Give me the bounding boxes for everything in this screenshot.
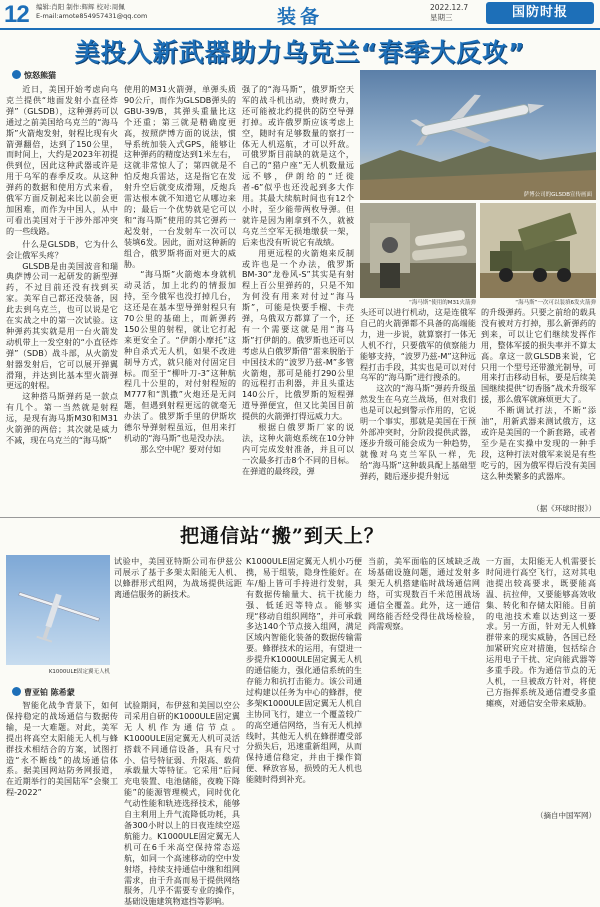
paragraph: GLSDB是由美国波音和瑞典萨博公司一起研发的新型弹药，不过目前还没有找到买家。美军自己都还没装备，因此去到乌克兰，也可以说是它在实战之中的第一次试验。这种弹药其实就是用一台火箭发动机带上一发空射的“小直径炸弹”（SDB）战斗部，从火箭发射器发射后，它可以展开弹翼滑翔，并达到比基本型火箭弹更远的射程。 bbox=[6, 260, 118, 391]
article-column-2 bbox=[124, 84, 236, 514]
image-caption: “海马斯”使用的M31火箭弹 bbox=[409, 300, 476, 306]
paragraph: 一方面，太阳能无人机需要长时间进行高空飞行，这对其电池提出较高要求，既要能高温、抗拉伸，又要能够高效收集、转化和存储太阳能。目前的电池技术难以达到这一要求。另一方面，针对无人机蜂群带来的现实威胁，各国已经加紧研究应对措施，包括综合运用电子干扰、定向能武器等多重手段。作为通信节点的无人机，一旦被敌方针对，将使己方指挥系统及通信遭受多重瘫痪，对通信安全带来威胁。 bbox=[486, 556, 596, 708]
page-header bbox=[0, 0, 600, 30]
author-name: 惊怒熊猫 bbox=[24, 71, 56, 80]
article-source: （据《环球时报》） bbox=[532, 504, 596, 513]
k1000ule-drone-image bbox=[6, 555, 110, 665]
article-column-4 bbox=[368, 556, 480, 824]
article-divider bbox=[0, 517, 600, 518]
paragraph: 不断调试打法，不断“添油”，用新武器来测试俄方，这或许是美国的一个新套路，或者至少是在实操中发现的一种手段，这种打法对俄军来说是有些吃亏的，因为俄军得后没有美国这么种类繁多的武器库。 bbox=[481, 405, 596, 481]
paragraph: 头还可以进行机动，这是连俄军自己的火箭弹都不具备的高端能力，进一步说，就算察打一体无人机不行，只要俄军的侦察能力能够支持，“波罗乃兹-M”这种远程打击手段，其实也是可以对付乌军的“海马斯”进行搜杀的。 bbox=[360, 307, 476, 383]
article-column-1 bbox=[6, 84, 118, 514]
page-number: 12 bbox=[4, 1, 29, 28]
article-column-1 bbox=[6, 700, 118, 824]
newspaper-logo: 国防时报 bbox=[486, 2, 594, 24]
article-byline bbox=[12, 70, 56, 81]
article-column-5 bbox=[486, 556, 596, 806]
date-block bbox=[430, 3, 468, 23]
paragraph: 智能化战争背景下，如何保持稳定的战场通信与数据传输，是一大难题。对此，美军提出将高空太阳能无人机与蜂群技术相结合的方案，试图打造“永不断线”的战场通信体系。据美国网站防务网报道，在近期举行的美国陆军“会聚工程-2022” bbox=[6, 700, 118, 798]
article-column-3 bbox=[246, 556, 362, 824]
section-title: 装备 bbox=[276, 6, 323, 28]
glsdb-promo-image bbox=[360, 70, 596, 200]
paragraph: 的升级弹药。只要之前给的载具没有被对方打掉，那么新弹药的到来，可以让它们继续发挥作用，整体军援的损失率并不算太高。拿这一款GLSDB来说，它只用一个型号还带激光制导，可用来打击移动目标，要是后续美国继续提供“切香肠”战术升级军援，那么俄军就麻烦更大了。 bbox=[481, 307, 596, 405]
paragraph: 强了的“海马斯”，俄罗斯空天军的战斗机出动，费时费力，还可能被北约提供的防空导弹打掉。或许俄罗斯应该考虑上空，随时有足够数量的察打一体无人机巡航，才可以歼敌。可俄罗斯目前缺的就是这个，自己的“猎户座”无人机数量远远不够，伊朗给的“迁徙者-6”似乎也还没起到多大作用。其最大续航时间也有12个小时，至少能带两枚导弹。但就许是因为刚拿到不久，就被乌克兰空军无损地缴获一架，后来也没有听说它有战绩。 bbox=[242, 84, 354, 247]
issue-weekday: 星期三 bbox=[430, 13, 453, 22]
article-column-3 bbox=[242, 84, 354, 514]
paragraph: 那么空中呢？要对付如 bbox=[140, 443, 222, 454]
author-name: 曹亚铂 陈希蒙 bbox=[24, 688, 75, 697]
himars-launcher-image bbox=[480, 203, 596, 298]
article-source: （摘自中国军网） bbox=[536, 811, 596, 820]
image-caption: K1000ULE固定翼无人机 bbox=[48, 669, 110, 675]
paragraph: 根据白俄罗斯厂家的说法，这种火箭炮系统在10分钟内可完成发射准备，并且可以一次最多打击8个不同的目标。在弹道的最终段，弹 bbox=[242, 422, 354, 476]
paragraph: “海马斯”火箭炮本身就机动灵活，加上北约的情报加持，至今俄军也没打掉几台，这还是在基本型导弹射程只有70公里的基础上，而新弹药150公里的射程，就让它打起来更安全了。“伊朗小摩托”这种自杀式无人机，如果不改进制导方式，就只能对付固定目标。而至于“柳叶刀-3”这种航程几十公里的，对付射程短的M777和“凯撒”火炮还是无问题，但遇到射程更远的就毫无办法了。俄罗斯手里的伊斯坎德尔导弹射程虽远，但用来打机动的“海马斯”也是没办法。 bbox=[124, 269, 236, 443]
paragraph: 使用的M31火箭弹，单弹头质90公斤，而作为GLSDB弹头的GBU-39/B，其弹头重量比这个还重；第三就是精确度更高，按照萨博方面的说法，惯导系统加装入式GPS，能够让这种弹药的精度达到1米左右，这就非常惊人了；第四就是不怕反炮兵雷达，这是指它在发射升空后就变成滑翔，反炮兵雷达根本就不知道它从哪边来的；最后一个优势就是它可以和“海马斯”使用的其它弹药一起发射，一台发射车一次可以装填6发。因此，面对这种新的组合，俄罗斯将面对更大的威胁。 bbox=[124, 84, 236, 269]
article-column-4 bbox=[360, 307, 476, 514]
paragraph: 这种搭马斯弹药是一款点有几个。第一当然就是射程远，是现有海马斯M30和M31火箭弹的两倍；其次就是威力不减，现在乌克兰的“海马斯” bbox=[6, 391, 118, 445]
paragraph: 什么是GLSDB，它为什么会让俄军头疼？ bbox=[6, 238, 118, 260]
issue-date: 2022.12.7 bbox=[430, 3, 469, 12]
article-column-1-top bbox=[114, 556, 242, 696]
article-headline: 把通信站“搬”到天上？ bbox=[180, 525, 384, 547]
author-icon bbox=[12, 687, 21, 696]
paragraph: 当前，美军面临的区域缺乏战场基础设施问题，通过发射多架无人机搭建临时战场通信网络，可实现数百千米范围战场通信全覆盖。此外，这一通信网络能否经受得住战场检验，尚需观察。 bbox=[368, 556, 480, 632]
article-column-2 bbox=[124, 700, 240, 907]
editor-email: E-mail:amote854957431@qq.com bbox=[36, 12, 148, 20]
header-rule bbox=[0, 28, 600, 30]
paragraph: 用更远程的火箭炮来反制或许也是一个办法，俄罗斯BM-30“龙卷风-S”其实是有射程上百公里弹药的，只是不知为何没有用来对付过“海马斯”，可能是快要手榴、卡壳弹，乌俄双方都算了一个，还有一个需要这就是用“海马斯”打伊朗的。俄罗斯也还可以考虑从白俄罗斯借“雷来脱胎于中国技术的“波罗乃兹-M”多管火箭炮，那可是能打290公里的远程打击利器，并且头重达140公斤，比俄罗斯的短程弹道导弹便宜，但又比美国目前提供的火箭弹打得远威力大。 bbox=[242, 247, 354, 422]
image-caption: “海马斯”一次可以装填6发火箭弹 bbox=[515, 300, 596, 306]
m31-rocket-image bbox=[360, 203, 476, 298]
editor-line: 编辑:肖阳 制作:辉辉 校对:周佩 bbox=[36, 3, 125, 11]
paragraph: 这次的“海马斯”弹药升级虽然发生在乌克兰战场，但对我们也是可以起到警示作用的，它说明一个事实，那就是美国在于预外部冲突时，分阶段提供武器，逐步升级可能会成为一种趋势，就像对乌克兰军队一样，先给“海马斯”这种载具配上基础型弹药，随后逐步提升射远 bbox=[360, 383, 476, 481]
paragraph: 试验期间，布伊兹和美国以空公司采用自研的K1000ULE固定翼无人机作为通信节点。K1000ULE固定翼无人机可灵活搭载不同通信设备，具有尺寸小、信号特征弱、升限高、载荷承载量大等特征。它采用“后间充电装置、电池储能，夜晚下降能”的能源管理模式，同时优化气动性能和轨迹选择技术，能够自主利用上升气流降低功耗，具备300小时以上的日夜连续空巡航能力。K1000ULE固定翼无人机可在6千米高空保持常态巡航，如同一个高速移动的空中发射塔，持续支持通信中继和组网需求，由于升高而易于提供网络服务，几乎不需要专业的操作，基础设施建筑物遮挡等影响。 bbox=[124, 700, 240, 907]
editor-info bbox=[36, 3, 156, 21]
article-column-5 bbox=[481, 307, 596, 501]
article-headline: 美投入新武器助力乌克兰“春季大反攻” bbox=[74, 38, 526, 67]
paragraph: K1000ULE固定翼无人机小巧便携，易于组装，隐身性能好。在车/船上皆可手持进行发射，具有数据传输量大、抗干扰能力强、低延迟等特点。能够实现“移动自组织网络”，并可承载多达140个节点接入组网，满足区域内智能化装备的数据传输需要。蜂群技术的运用，有望进一步提升K1000ULE固定翼无人机的通信能力，强化通信系统的生存能力和抗打击能力。该公司通过构建以任务为中心的蜂群，使多架K1000ULE固定翼无人机自主协同飞行，建立一个覆盖较广的高空通信网络，当有无人机掉线时，其他无人机在蜂群遭受部分损失后，迅速重新组网，从而保持通信稳定，并由于操作简便、释放容易，损毁的无人机也能随时得到补充。 bbox=[246, 556, 362, 785]
article-byline bbox=[12, 687, 75, 698]
image-caption: 萨博公司的GLSDB宣传画面 bbox=[523, 192, 592, 198]
paragraph: 近日，美国开始考虑向乌克兰提供“地面发射小直径炸弹”（GLSDB），这种弹药可以通过之前美国给乌克兰的“海马斯”火箭炮发射，射程比现有火箭弹翻倍，达到了150公里，而时间上，大约是2023年初提供到位，因此这种武器或许是用于乌军的春季反攻。从这种弹药的数据和使用方式来看，俄军方面反制起来比以前会更加困难，而作为中国人，从中可看出美国对于干涉外部冲突的一些线路。 bbox=[6, 84, 118, 236]
author-icon bbox=[12, 70, 21, 79]
paragraph: 试验中，美国亚特斯公司布伊兹公司展示了基于多架太阳能无人机、以蜂群形式组网，为战场提供远距离通信服务的新技术。 bbox=[114, 556, 242, 599]
